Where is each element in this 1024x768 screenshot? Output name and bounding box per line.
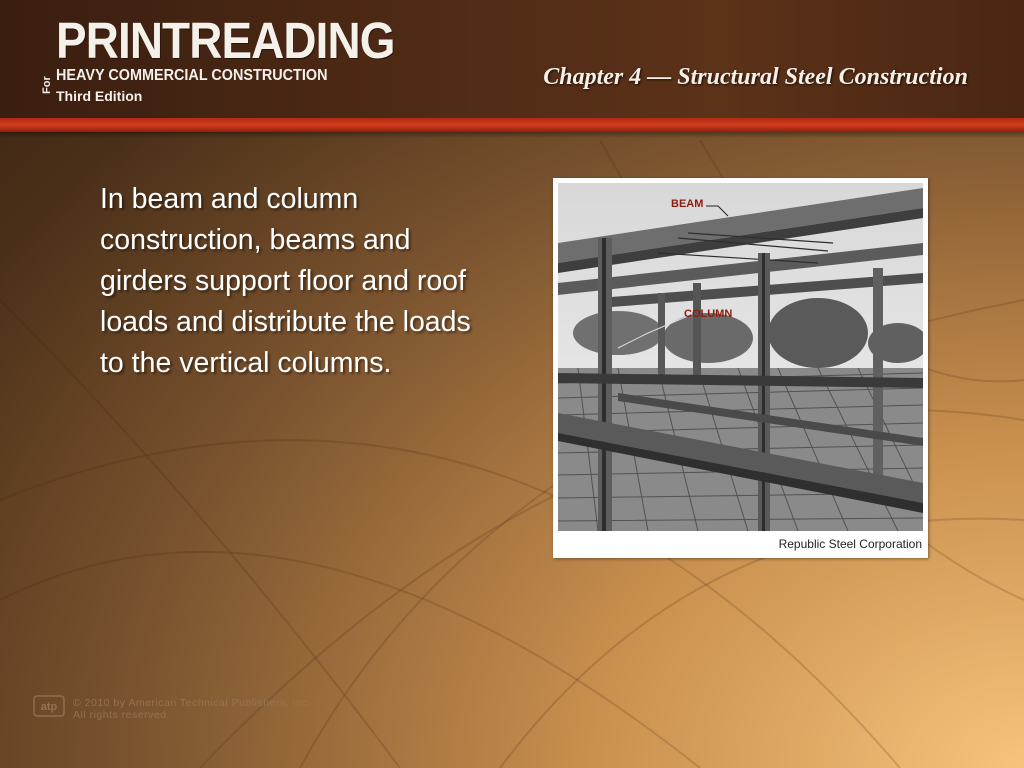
header-shadow [0, 132, 1024, 138]
photo-credit: Republic Steel Corporation [778, 537, 922, 551]
steel-frame-photo [553, 178, 928, 558]
logo-subtitle: HEAVY COMMERCIAL CONSTRUCTION [56, 67, 328, 84]
logo-for-label: For [41, 76, 53, 94]
body-paragraph: In beam and column construction, beams and girders support floor and roof loads and distribute the loads to the vertical columns. [100, 183, 471, 379]
atp-logo-icon [33, 695, 65, 717]
chapter-title: Chapter 4 — Structural Steel Construction [543, 64, 968, 90]
logo-title: PRINTREADING [56, 12, 395, 69]
beam-callout-label: BEAM [671, 198, 704, 210]
copyright-line: © 2010 by American Technical Publishers, Inc. [73, 697, 312, 709]
header-banner [0, 0, 1024, 118]
logo-edition: Third Edition [56, 88, 143, 104]
header-accent-bar [0, 118, 1024, 132]
steel-structure-image [558, 183, 923, 531]
footer-copyright [73, 697, 311, 721]
svg-text:atp: atp [40, 701, 58, 713]
rights-line: All rights reserved [73, 709, 167, 721]
column-callout-label: COLUMN [684, 308, 733, 320]
